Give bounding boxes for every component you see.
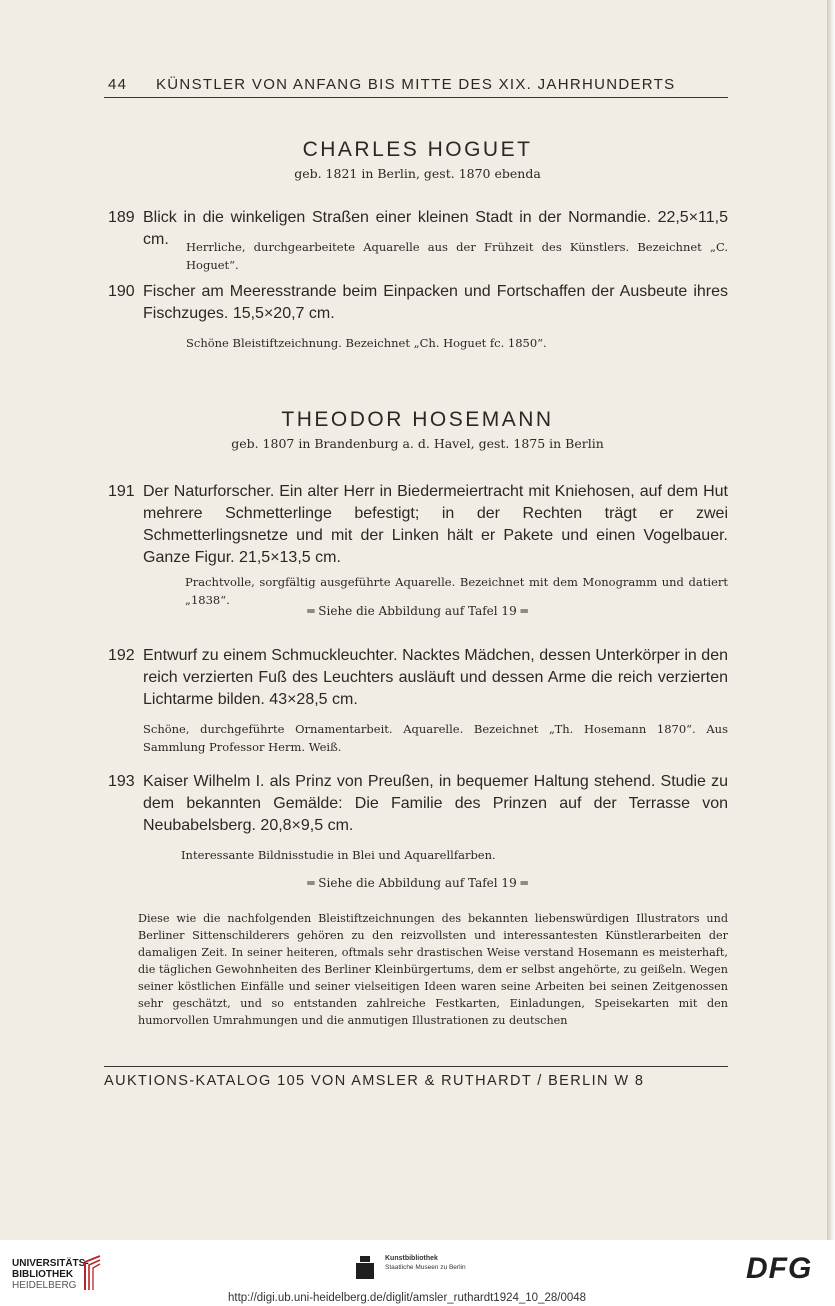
- lot-note: Schöne, durchgeführte Ornamentarbeit. Aquarelle. Bezeichnet „Th. Hosemann 1870“. Aus Sammlung Professor Herm. Weiß.: [143, 722, 728, 754]
- lot-note: Herrliche, durchgearbeitete Aquarelle aus der Frühzeit des Künstlers. Bezeichnet „C. Hoguet“.: [186, 240, 728, 272]
- lot-entry: [108, 481, 728, 569]
- kunstbibliothek-label[interactable]: Kunstbibliothek Staatliche Museen zu Berlin: [385, 1255, 466, 1271]
- header-rule: [104, 97, 728, 98]
- lot-note: Prachtvolle, sorgfältig ausgeführte Aquarelle. Bezeichnet mit dem Monogramm und datiert „1838“.: [185, 575, 728, 607]
- lot-description: Kaiser Wilhelm I. als Prinz von Preußen, in bequemer Haltung stehend. Studie zu dem bekannten Gemälde: Die Familie des Prinzen auf der Terrasse von Neubabelsberg. 20,8×9,5 cm.: [143, 773, 728, 834]
- scan-edge: [827, 0, 835, 1240]
- university-logo-icon[interactable]: [82, 1254, 104, 1292]
- running-header: [108, 76, 728, 93]
- lot-entry: [108, 645, 728, 711]
- lot-description: Entwurf zu einem Schmuckleuchter. Nacktes Mädchen, dessen Unterkörper in den reich verzierten Fuß des Leuchters ausläuft und dessen Arme die reich verzierten Lichtarme bilden. 43×28,5 cm.: [143, 647, 728, 708]
- footer-rule: [104, 1066, 728, 1067]
- lot-description: Fischer am Meeresstrande beim Einpacken und Fortschaffen der Ausbeute ihres Fischzuges. 15,5×20,7 cm.: [143, 283, 728, 322]
- lot-number: 190: [108, 283, 135, 300]
- university-library-label[interactable]: UNIVERSITÄTS- BIBLIOTHEK HEIDELBERG: [12, 1258, 89, 1291]
- artist-bio: geb. 1821 in Berlin, gest. 1870 ebenda: [294, 166, 541, 181]
- plate-reference: ═ Siehe die Abbildung auf Tafel 19 ═: [307, 604, 528, 618]
- lot-description: Blick in die winkeligen Straßen einer kleinen Stadt in der Normandie. 22,5×11,5 cm.: [143, 209, 728, 248]
- lot-number: 193: [108, 773, 135, 790]
- plate-reference: ═ Siehe die Abbildung auf Tafel 19 ═: [307, 876, 528, 890]
- dfg-logo[interactable]: DFG: [746, 1252, 813, 1285]
- artist-name: THEODOR HOSEMANN: [281, 408, 554, 431]
- lot-entry: [108, 771, 728, 837]
- body-paragraph: Diese wie die nachfolgenden Bleistiftzeichnungen des bekannten liebenswürdigen Illustrators und Berliner Sittenschilderers gehören zu den reizvollsten und interessantesten Künstlerarbeiten der damaligen Zeit. In seiner heiteren, oftmals sehr drastischen Weise verstand Hosemann es meisterhaft, die täglichen Gewohnheiten des Berliner Kleinbürgertums, dem er selbst angehörte, zu geißeln. Wegen seiner köstlichen Einfälle und seiner vielseitigen Ideen waren seine Arbeiten bei seinen Zeitgenossen sehr geschätzt, und so entstanden zahlreiche Festkarten, Einladungen, Speisekarten mit den humorvollen Umrahmungen und die anmutigen Illustrationen zu deutschen: [138, 912, 728, 1027]
- lot-number: 189: [108, 209, 135, 226]
- lot-note: Interessante Bildnisstudie in Blei und Aquarellfarben.: [181, 848, 496, 862]
- lot-note: Schöne Bleistiftzeichnung. Bezeichnet „Ch. Hoguet fc. 1850“.: [186, 336, 547, 350]
- lot-number: 191: [108, 483, 135, 500]
- running-title: KÜNSTLER VON ANFANG BIS MITTE DES XIX. JAHRHUNDERTS: [156, 76, 676, 93]
- lot-entry: [108, 281, 728, 325]
- lot-number: 192: [108, 647, 135, 664]
- catalog-footer: AUKTIONS-KATALOG 105 VON AMSLER & RUTHARDT / BERLIN W 8: [104, 1073, 645, 1089]
- page-number: 44: [108, 76, 128, 93]
- permalink-url[interactable]: http://digi.ub.uni-heidelberg.de/diglit/amsler_ruthardt1924_10_28/0048: [228, 1292, 587, 1304]
- artist-bio: geb. 1807 in Brandenburg a. d. Havel, gest. 1875 in Berlin: [231, 436, 604, 451]
- kunstbibliothek-logo-icon[interactable]: [354, 1256, 376, 1280]
- artist-name: CHARLES HOGUET: [302, 138, 533, 161]
- library-banner: [0, 1240, 835, 1306]
- lot-description: Der Naturforscher. Ein alter Herr in Biedermeiertracht mit Kniehosen, auf dem Hut mehrere Schmetterlinge befestigt; in der Rechten trägt er zwei Schmetterlingsnetze und mit der Linken hält er Pakete und einen Vogelbauer. Ganze Figur. 21,5×13,5 cm.: [143, 483, 728, 566]
